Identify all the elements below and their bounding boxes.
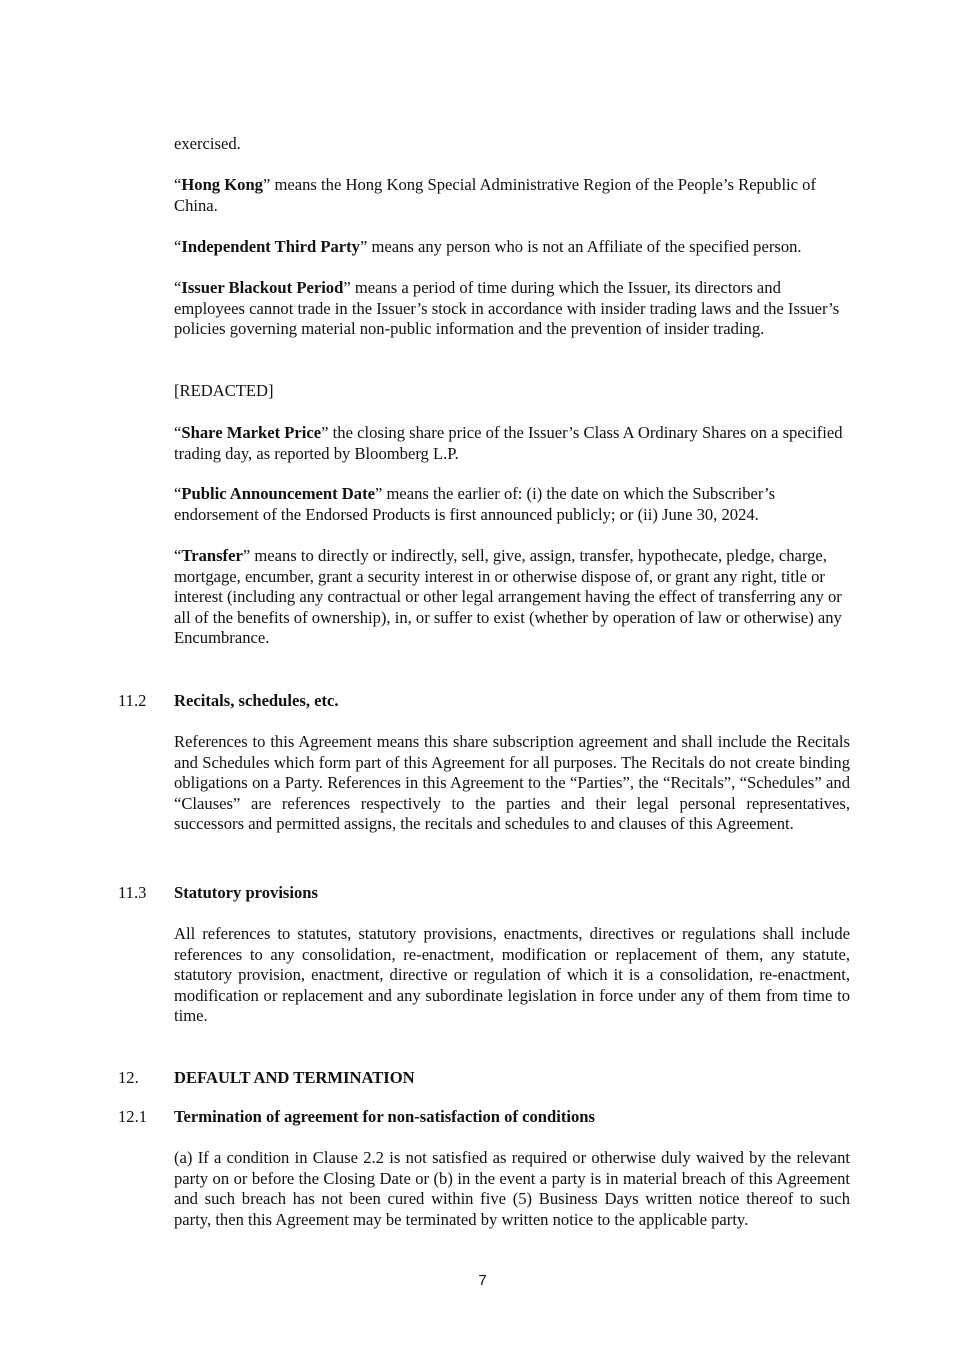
defined-term: Transfer [181,546,243,565]
open-quote: “ [174,423,182,442]
definition-transfer [174,546,850,649]
section-number: 11.2 [118,691,147,710]
open-quote: “ [174,484,182,503]
open-quote: “ [174,278,182,297]
definition-continuation: exercised. [174,134,241,153]
section-body: References to this Agreement means this share subscription agreement and shall include the Recitals and Schedules which form part of this Agreement for all purposes. The Recitals do not create binding obligations on a Party. References in this Agreement to the “Parties”, the “Recitals”, “Schedules” and “Clauses” are references respectively to the parties and their legal personal representatives, successors and permitted assigns, the recitals and schedules to and clauses of this Agreement. [174,732,850,834]
definition-text: ” means to directly or indirectly, sell, give, assign, transfer, hypothecate, pledge, charge, mortgage, encumber, grant a security interest in or otherwise dispose of, or grant any right, title or interest (including any contractual or other legal arrangement having the effect of transferring any or all of the benefits of ownership), in, or suffer to exist (whether by operation of law or otherwise) any Encumbrance. [174,546,842,648]
definition-public-announcement-date [174,484,850,525]
section-body: All references to statutes, statutory provisions, enactments, directives or regulations shall include references to any consolidation, re-enactment, modification or replacement of them, any statute, statutory provision, enactment, directive or regulation of which it is a consolidation, re-enactment, modification or replacement and any subordinate legislation in force under any of them from time to time. [174,924,850,1026]
defined-term: Independent Third Party [181,237,360,256]
definition-text: ” means a period of time during which the Issuer, its directors and employees cannot trade in the Issuer’s stock in accordance with insider trading laws and the Issuer’s policies governing material non-public information and the prevention of insider trading. [174,278,840,339]
definition-issuer-blackout-period [174,278,850,340]
definition-independent-third-party [174,237,850,258]
defined-term: Issuer Blackout Period [181,278,344,297]
section-number: 12.1 [118,1107,148,1126]
open-quote: “ [174,546,182,565]
open-quote: “ [174,175,182,194]
defined-term: Public Announcement Date [181,484,375,503]
definition-text: ” the closing share price of the Issuer’s Class A Ordinary Shares on a specified trading day, as reported by Bloomberg L.P. [174,423,843,463]
section-heading: DEFAULT AND TERMINATION [174,1068,415,1087]
definition-text: ” means any person who is not an Affiliate of the specified person. [359,237,802,256]
section-number: 12. [118,1068,139,1087]
section-heading: Statutory provisions [174,883,318,902]
defined-term: Share Market Price [181,423,322,442]
definition-hong-kong [174,175,850,216]
section-body: (a) If a condition in Clause 2.2 is not satisfied as required or otherwise duly waived by the relevant party on or before the Closing Date or (b) in the event a party is in material breach of this Agreement and such breach has not been cured within five (5) Business Days written notice thereof to such party, then this Agreement may be terminated by written notice to the applicable party. [174,1148,850,1229]
open-quote: “ [174,237,182,256]
definition-text: ” means the earlier of: (i) the date on which the Subscriber’s endorsement of the Endorsed Products is first announced publicly; or (ii) June 30, 2024. [174,484,776,524]
section-heading: Recitals, schedules, etc. [174,691,339,710]
defined-term: Hong Kong [181,175,263,194]
redacted-text: [REDACTED] [174,381,274,400]
definition-share-market-price [174,423,850,464]
section-number: 11.3 [118,883,147,902]
section-heading: Termination of agreement for non-satisfaction of conditions [174,1107,595,1126]
page-number: 7 [478,1272,487,1289]
definition-text: ” means the Hong Kong Special Administrative Region of the People’s Republic of China. [174,175,817,215]
